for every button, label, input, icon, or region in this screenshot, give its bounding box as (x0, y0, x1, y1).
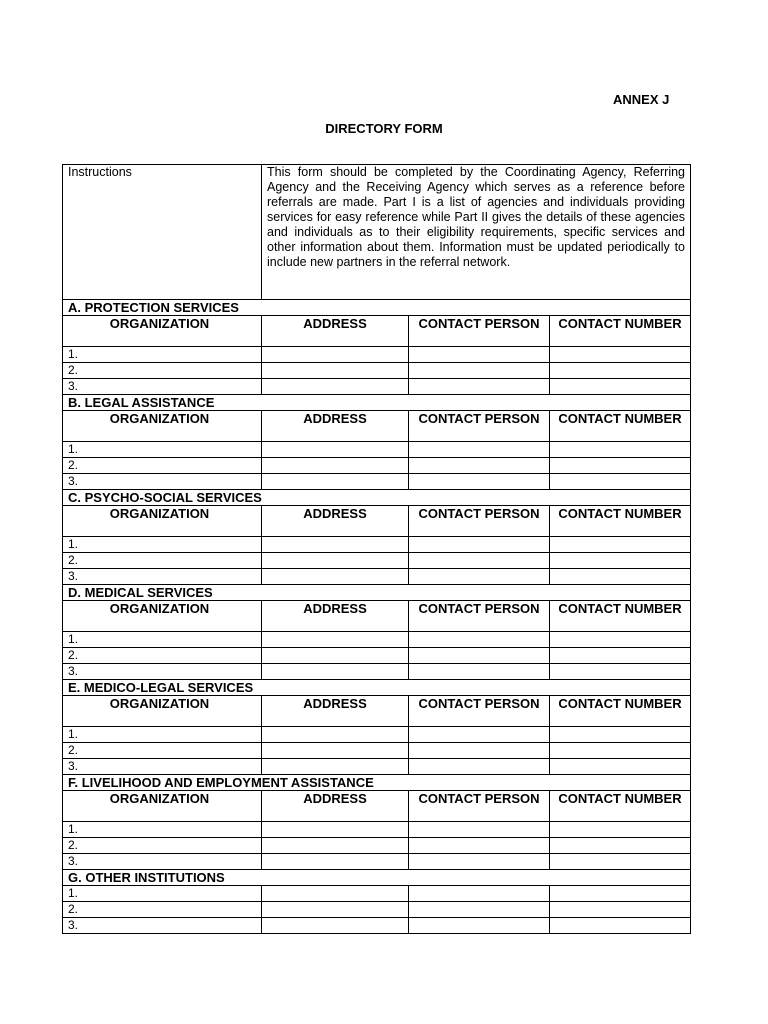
directory-table (62, 164, 691, 934)
table-row (63, 569, 691, 585)
col-address-header: ADDRESS (262, 506, 409, 537)
col-contact-person-cell[interactable] (409, 854, 550, 870)
row-number: 1. (63, 886, 262, 902)
section-title: C. PSYCHO-SOCIAL SERVICES (63, 490, 691, 506)
instructions-text: This form should be completed by the Coordinating Agency, Referring Agency and the Receiving Agency which serves as a reference before referrals are made. Part I is a list of agencies and individuals providing services for easy reference while Part II gives the details of these agencies and individuals as to their eligibility requirements, specific services and other information about them. Information must be updated periodically to include new partners in the referral network. (262, 165, 691, 300)
col-contact-number-cell[interactable] (550, 822, 691, 838)
annex-label: ANNEX J (613, 92, 670, 107)
col-contact-number-cell[interactable] (550, 347, 691, 363)
section-row (63, 870, 691, 886)
table-row (63, 537, 691, 553)
section-title: G. OTHER INSTITUTIONS (63, 870, 691, 886)
table-row (63, 379, 691, 395)
col-contact-number-header: CONTACT NUMBER (550, 696, 691, 727)
row-number: 3. (63, 664, 262, 680)
col-contact-person-cell[interactable] (409, 537, 550, 553)
col-address-cell[interactable] (262, 759, 409, 775)
col-contact-person-cell[interactable] (409, 918, 550, 934)
col-address-cell[interactable] (262, 902, 409, 918)
col-contact-number-header: CONTACT NUMBER (550, 506, 691, 537)
col-address-header: ADDRESS (262, 696, 409, 727)
table-row (63, 886, 691, 902)
row-number: 1. (63, 822, 262, 838)
col-contact-number-cell[interactable] (550, 759, 691, 775)
col-address-cell[interactable] (262, 379, 409, 395)
table-row (63, 854, 691, 870)
column-header-row (63, 791, 691, 822)
col-address-header: ADDRESS (262, 316, 409, 347)
col-address-cell[interactable] (262, 442, 409, 458)
section-title: E. MEDICO-LEGAL SERVICES (63, 680, 691, 696)
col-contact-person-cell[interactable] (409, 632, 550, 648)
col-contact-person-cell[interactable] (409, 347, 550, 363)
col-contact-person-cell[interactable] (409, 379, 550, 395)
col-organization-header: ORGANIZATION (63, 411, 262, 442)
table-row (63, 743, 691, 759)
row-number: 2. (63, 838, 262, 854)
col-contact-person-cell[interactable] (409, 727, 550, 743)
col-address-cell[interactable] (262, 363, 409, 379)
row-number: 3. (63, 379, 262, 395)
col-contact-number-cell[interactable] (550, 442, 691, 458)
col-address-cell[interactable] (262, 727, 409, 743)
col-contact-person-cell[interactable] (409, 363, 550, 379)
row-number: 3. (63, 569, 262, 585)
column-header-row (63, 411, 691, 442)
col-contact-person-header: CONTACT PERSON (409, 696, 550, 727)
col-contact-person-cell[interactable] (409, 648, 550, 664)
col-address-cell[interactable] (262, 632, 409, 648)
table-row (63, 727, 691, 743)
col-contact-number-cell[interactable] (550, 648, 691, 664)
table-row (63, 648, 691, 664)
section-row (63, 680, 691, 696)
col-contact-number-header: CONTACT NUMBER (550, 316, 691, 347)
col-organization-header: ORGANIZATION (63, 791, 262, 822)
section-title: B. LEGAL ASSISTANCE (63, 395, 691, 411)
col-contact-person-cell[interactable] (409, 838, 550, 854)
row-number: 3. (63, 854, 262, 870)
column-header-row (63, 316, 691, 347)
table-row (63, 759, 691, 775)
col-contact-person-header: CONTACT PERSON (409, 316, 550, 347)
table-row (63, 902, 691, 918)
col-organization-header: ORGANIZATION (63, 601, 262, 632)
section-row (63, 395, 691, 411)
col-organization-header: ORGANIZATION (63, 316, 262, 347)
col-contact-number-cell[interactable] (550, 902, 691, 918)
col-address-header: ADDRESS (262, 411, 409, 442)
row-number: 3. (63, 759, 262, 775)
col-contact-number-header: CONTACT NUMBER (550, 791, 691, 822)
table-row (63, 664, 691, 680)
table-row (63, 918, 691, 934)
col-contact-person-header: CONTACT PERSON (409, 601, 550, 632)
col-address-cell[interactable] (262, 838, 409, 854)
section-title: A. PROTECTION SERVICES (63, 300, 691, 316)
col-address-cell[interactable] (262, 664, 409, 680)
col-contact-number-cell[interactable] (550, 886, 691, 902)
table-row (63, 363, 691, 379)
section-row (63, 585, 691, 601)
row-number: 2. (63, 743, 262, 759)
col-contact-number-header: CONTACT NUMBER (550, 601, 691, 632)
col-contact-person-header: CONTACT PERSON (409, 506, 550, 537)
col-address-header: ADDRESS (262, 601, 409, 632)
col-address-cell[interactable] (262, 822, 409, 838)
col-contact-person-cell[interactable] (409, 458, 550, 474)
col-contact-number-cell[interactable] (550, 918, 691, 934)
col-address-cell[interactable] (262, 347, 409, 363)
section-row (63, 490, 691, 506)
section-row (63, 300, 691, 316)
row-number: 2. (63, 648, 262, 664)
col-contact-number-cell[interactable] (550, 553, 691, 569)
col-contact-person-cell[interactable] (409, 569, 550, 585)
col-address-cell[interactable] (262, 569, 409, 585)
col-address-cell[interactable] (262, 474, 409, 490)
row-number: 2. (63, 902, 262, 918)
col-address-cell[interactable] (262, 854, 409, 870)
table-row (63, 347, 691, 363)
col-address-cell[interactable] (262, 553, 409, 569)
col-contact-number-cell[interactable] (550, 458, 691, 474)
row-number: 3. (63, 474, 262, 490)
instructions-label: Instructions (63, 165, 262, 300)
table-row (63, 553, 691, 569)
col-contact-number-cell[interactable] (550, 379, 691, 395)
col-contact-number-cell[interactable] (550, 632, 691, 648)
col-organization-header: ORGANIZATION (63, 696, 262, 727)
col-contact-number-cell[interactable] (550, 363, 691, 379)
col-contact-person-cell[interactable] (409, 822, 550, 838)
col-address-cell[interactable] (262, 458, 409, 474)
row-number: 1. (63, 632, 262, 648)
col-address-cell[interactable] (262, 886, 409, 902)
col-contact-number-cell[interactable] (550, 664, 691, 680)
row-number: 2. (63, 458, 262, 474)
col-address-cell[interactable] (262, 743, 409, 759)
row-number: 2. (63, 553, 262, 569)
col-address-cell[interactable] (262, 648, 409, 664)
col-address-cell[interactable] (262, 918, 409, 934)
col-address-cell[interactable] (262, 537, 409, 553)
col-contact-number-cell[interactable] (550, 838, 691, 854)
row-number: 1. (63, 347, 262, 363)
col-contact-number-cell[interactable] (550, 569, 691, 585)
col-contact-person-cell[interactable] (409, 886, 550, 902)
col-address-header: ADDRESS (262, 791, 409, 822)
page-title: DIRECTORY FORM (325, 121, 443, 136)
table-row (63, 458, 691, 474)
col-contact-number-cell[interactable] (550, 743, 691, 759)
col-contact-person-cell[interactable] (409, 759, 550, 775)
row-number: 1. (63, 442, 262, 458)
col-contact-person-cell[interactable] (409, 553, 550, 569)
col-organization-header: ORGANIZATION (63, 506, 262, 537)
row-number: 1. (63, 537, 262, 553)
row-number: 2. (63, 363, 262, 379)
table-row (63, 442, 691, 458)
table-row (63, 474, 691, 490)
col-contact-person-cell[interactable] (409, 743, 550, 759)
col-contact-person-cell[interactable] (409, 664, 550, 680)
section-title: D. MEDICAL SERVICES (63, 585, 691, 601)
col-contact-person-header: CONTACT PERSON (409, 791, 550, 822)
col-contact-number-cell[interactable] (550, 727, 691, 743)
col-contact-person-cell[interactable] (409, 442, 550, 458)
section-row (63, 775, 691, 791)
section-title: F. LIVELIHOOD AND EMPLOYMENT ASSISTANCE (63, 775, 691, 791)
table-row (63, 838, 691, 854)
row-number: 3. (63, 918, 262, 934)
col-contact-number-cell[interactable] (550, 537, 691, 553)
table-row (63, 632, 691, 648)
column-header-row (63, 601, 691, 632)
table-row (63, 822, 691, 838)
instructions-row (63, 165, 691, 300)
col-contact-number-header: CONTACT NUMBER (550, 411, 691, 442)
row-number: 1. (63, 727, 262, 743)
col-contact-person-cell[interactable] (409, 474, 550, 490)
col-contact-person-header: CONTACT PERSON (409, 411, 550, 442)
col-contact-number-cell[interactable] (550, 854, 691, 870)
column-header-row (63, 696, 691, 727)
col-contact-number-cell[interactable] (550, 474, 691, 490)
col-contact-person-cell[interactable] (409, 902, 550, 918)
column-header-row (63, 506, 691, 537)
